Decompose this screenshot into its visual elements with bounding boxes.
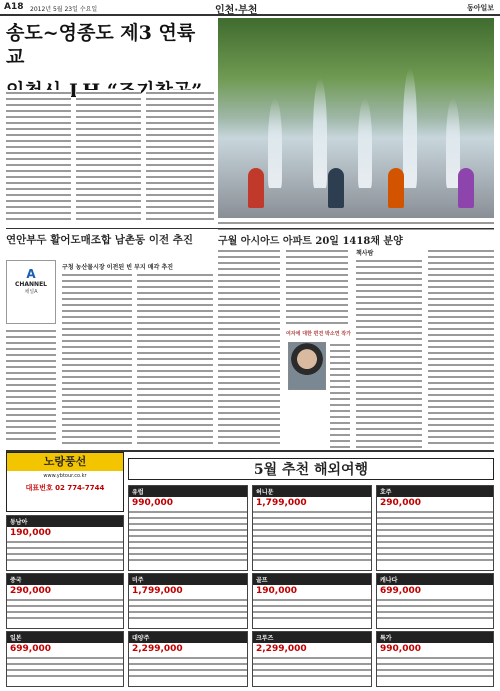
- ad-cell: 크루즈 2,299,000: [252, 631, 372, 687]
- ad-cell: 캐나다 699,000: [376, 573, 494, 629]
- author-portrait: [288, 342, 326, 390]
- paper-name: 동아일보: [466, 4, 494, 12]
- channel-sub: 채널A: [24, 289, 38, 295]
- article-column: [76, 90, 141, 222]
- noran-ad-header: [6, 452, 124, 512]
- channel-name: CHANNEL: [14, 281, 48, 288]
- section-title: 인천·부천: [215, 5, 258, 16]
- article-column: [6, 90, 71, 222]
- masthead: [0, 0, 500, 16]
- article-column: [218, 248, 280, 448]
- ad-cell: 허니문 1,799,000: [252, 485, 372, 571]
- ad-title: 5월 추천 해외여행: [128, 458, 494, 480]
- sub-headline: 구청 농산물시장 이전된 빈 부지 매각 추진: [62, 264, 174, 271]
- channel-box: A CHANNEL 채널A: [6, 260, 56, 324]
- ad-cell: 대양주 2,299,000: [128, 631, 248, 687]
- article-column: [330, 342, 350, 448]
- ad-cell: 호주 290,000: [376, 485, 494, 571]
- article-column: [286, 248, 348, 324]
- issue-date: 2012년 5월 23일 수요일: [30, 6, 98, 13]
- article-column: [428, 248, 494, 448]
- ad-cell: 동남아 190,000: [6, 515, 124, 571]
- article-column: [146, 90, 214, 222]
- column-label: 책사람: [356, 250, 374, 257]
- brand-phone: 대표번호 02 774-7744: [25, 484, 105, 492]
- article-column: [62, 272, 132, 447]
- article-headline: 연안부두 활어도매조합 남촌동 이전 추진: [6, 234, 194, 246]
- ad-cell: 골프 190,000: [252, 573, 372, 629]
- divider: [6, 228, 494, 229]
- article-headline: 구월 아시아드 아파트 20일 1418채 분양: [218, 236, 403, 247]
- ad-cell: 중국 290,000: [6, 573, 124, 629]
- article-column: [356, 258, 422, 448]
- ad-cell: 미주 1,799,000: [128, 573, 248, 629]
- brand-url[interactable]: www.ybtour.co.kr: [43, 473, 87, 479]
- article-column: [137, 272, 213, 447]
- sidebar-text: [6, 328, 56, 443]
- fountain-photo: [218, 18, 494, 218]
- ad-cell: 특가 990,000: [376, 631, 494, 687]
- page-number: A18: [4, 2, 24, 12]
- column-title: 여자에 대한 편견 박소연 작가: [286, 331, 351, 337]
- ad-grid: [6, 489, 494, 687]
- ad-cell: 유럽 990,000: [128, 485, 248, 571]
- headline-line-1: 송도~영종도 제3 연륙교: [6, 22, 196, 68]
- ad-cell: 일본 699,000: [6, 631, 124, 687]
- brand-name: 노랑풍선: [7, 453, 123, 471]
